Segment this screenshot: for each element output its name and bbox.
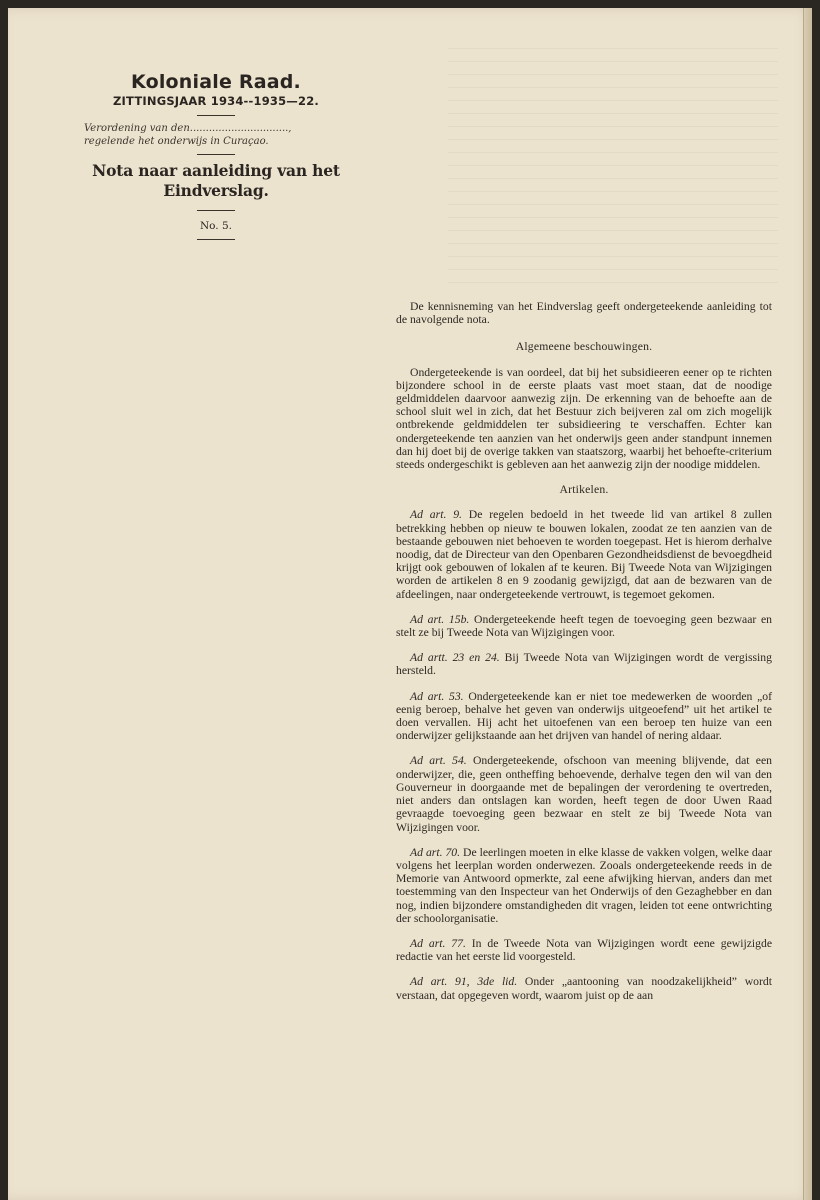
article-paragraph	[396, 651, 772, 677]
page-edge	[803, 8, 812, 1200]
divider	[197, 115, 235, 116]
document-page	[8, 8, 812, 1200]
section-heading-articles: Artikelen.	[559, 483, 609, 497]
article-reference: Ad art. 77.	[410, 936, 466, 950]
intro-paragraph: De kennisneming van het Eindverslag geeft ondergeteekende aanleiding tot de navolgende nota.	[396, 300, 772, 327]
article-text: Ondergeteekende kan er niet toe medewerken de woorden „of eenig beroep, behalve het geven van onderwijs uitgeoefend” uit het artikel te doen vervallen. Hij acht het uitoefenen van een beroep ten huize van een onderwijzer gelijkstaande aan het drijven van handel of nering aldaar.	[396, 689, 772, 743]
document-body	[396, 300, 772, 1014]
article-reference: Ad art. 91, 3de lid.	[410, 975, 518, 989]
article-paragraph	[396, 690, 772, 743]
article-text: Bij Tweede Nota van Wijzigingen wordt de vergissing hersteld.	[396, 651, 772, 678]
divider	[197, 239, 235, 240]
article-paragraph	[396, 846, 772, 925]
article-paragraph	[396, 613, 772, 639]
document-header	[74, 70, 358, 246]
ordinance-reference	[74, 122, 358, 148]
ordinance-line-1: Verordening van den...............................,	[84, 123, 292, 134]
document-number: No. 5.	[199, 220, 233, 232]
article-reference: Ad art. 70.	[410, 845, 461, 859]
article-reference: Ad art. 54.	[410, 754, 467, 768]
article-text: In de Tweede Nota van Wijzigingen wordt eene gewijzigde redactie van het eerste lid voorgesteld.	[396, 936, 773, 964]
bleed-through-texture	[448, 48, 778, 288]
article-text: De regelen bedoeld in het tweede lid van artikel 8 zullen betrekking hebben op nieuw te bouwen lokalen, zoodat ze ten aanzien van de bestaande gebouwen niet behoeven te worden toegepast. Het is hierom derhalve noodig, dat de Directeur van den Openbaren Gezondheidsdienst de bevoegdheid krijgt ook gebouwen of lokalen af te keuren. Bij Tweede Nota van Wijzigingen worden de artikelen 8 en 9 zoodanig gewijzigd, dat aan de bezwaren van de afdeelingen, naar ondergeteekende vertrouwt, is tegemoet gekomen.	[396, 508, 772, 601]
divider	[197, 210, 235, 211]
divider	[197, 154, 235, 155]
general-paragraph: Ondergeteekende is van oordeel, dat bij het subsidieeren eener op te richten bijzondere school in de eerste plaats vast moet staan, dat de noodige geldmiddelen daarvoor aanwezig zijn. De erkenning van de behoefte aan de school sluit wel in zich, dat het Bestuur zich beijveren zal om zich mogelijk ontbrekende geldmiddelen ter subsidieering te verschaffen. Echter kan ondergeteekende ten aanzien van het onderwijs geen ander standpunt innemen dan hij doet bij de overige takken van staatszorg, waarbij het behoefte-criterium steeds ondergeschikt is gebleven aan het aanwezig zijn der noodige middelen.	[396, 365, 772, 472]
document-title	[74, 161, 358, 201]
article-text: De leerlingen moeten in elke klasse de vakken volgen, welke daar volgens het leerplan worden onderwezen. Zooals ondergeteekende reeds in de Memorie van Antwoord opmerkte, zal eene afwijking hiervan, anders dan met toestemming van den Inspecteur van het Onderwijs of den Gezaghebber en dan nog, indien bijzondere omstandigheden dit vragen, leiden tot eene ontwrichting der schoolorganisatie.	[396, 845, 773, 925]
document-title-line-2: Eindverslag.	[163, 181, 269, 200]
articles-list	[396, 508, 772, 1001]
session-year: ZITTINGSJAAR 1934--1935—22.	[113, 94, 319, 108]
section-heading-general: Algemeene beschouwingen.	[515, 340, 653, 354]
article-paragraph	[396, 508, 772, 600]
article-reference: Ad art. 9.	[410, 508, 462, 522]
council-title: Koloniale Raad.	[131, 71, 301, 93]
article-reference: Ad artt. 23 en 24.	[410, 651, 500, 665]
article-text: Ondergeteekende, ofschoon van meening blijvende, dat een onderwijzer, die, geen ontheffing behoevende, derhalve tegen den wil van den Gouverneur in doorgaande met de bepalingen der verordening te overtreden, niet anders dan ontslagen kan worden, heeft tegen de door Uwen Raad gevraagde toevoeging geen bezwaar en stelt ze bij Tweede Nota van Wijzigingen voor.	[396, 754, 773, 834]
article-reference: Ad art. 53.	[410, 689, 464, 703]
article-text: Onder „aantooning van noodzakelijkheid” wordt verstaan, dat opgegeven wordt, waarom juist op de aan	[396, 975, 772, 1002]
article-text: Ondergeteekende heeft tegen de toevoeging geen bezwaar en stelt ze bij Tweede Nota van Wijzigingen voor.	[396, 612, 772, 640]
document-title-line-1: Nota naar aanleiding van het	[92, 161, 340, 180]
article-reference: Ad art. 15b.	[410, 612, 470, 626]
ordinance-line-2: regelende het onderwijs in Curaçao.	[84, 136, 269, 147]
article-paragraph	[396, 975, 772, 1001]
article-paragraph	[396, 754, 772, 833]
article-paragraph	[396, 937, 772, 963]
